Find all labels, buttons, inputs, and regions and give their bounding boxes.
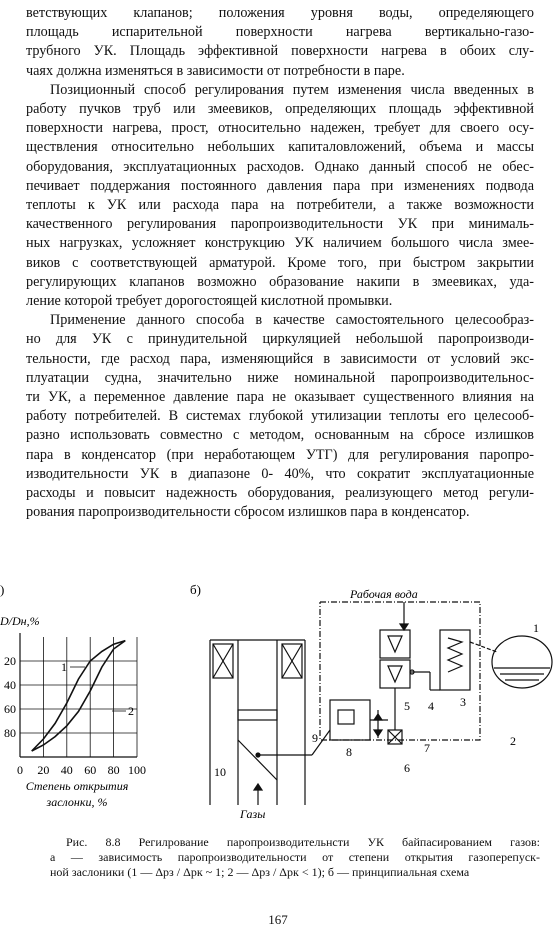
curve-label-2: 2 (128, 704, 134, 718)
text-line: ных нагрузках, усложняет конструкцию УК наличием большого числа змее- (26, 235, 534, 252)
x-tick-label: 80 (107, 763, 120, 777)
actuator-8 (330, 700, 370, 740)
text-line: оборудования, эксплуатационных расходов. Однако данный способ не обес- (26, 158, 534, 175)
damper-flap (238, 740, 277, 780)
text-line: трубного УК. Площадь эффективной поверхности нагрева в обоих слу- (26, 43, 534, 60)
callout-5: 5 (404, 699, 410, 713)
text-line: но для УК с принудительной циркуляцией небольшой паропроизводи- (26, 331, 534, 348)
text-line: работу пучков труб или змеевиков, определяющих площадь эффективной (26, 101, 534, 118)
callout-7: 7 (424, 741, 430, 755)
callout-1: 1 (533, 621, 539, 635)
gas-arrow-icon (254, 784, 262, 790)
callout-8: 8 (346, 745, 352, 759)
callout-2: 2 (510, 734, 516, 748)
text-line: изводительности УК в диапазоне 0- 40%, что сократит эксплуатационные (26, 465, 534, 482)
regulator-5-bottom (380, 660, 410, 688)
text-line: разно использовать совместно с методом, основанным на сбросе излишков (26, 427, 534, 444)
text-line: печивает поддержания постоянного давления пара при изменениях подвода (26, 177, 534, 194)
caption-line: а — зависимость паропроизводительности от степени открытия газоперепуск- (50, 850, 540, 864)
caption-line: ной заслоники (1 — Δpз / Δpк ~ 1; 2 — Δpз / Δpк < 1); б — принципиальная схема (50, 865, 470, 879)
text-line: работу потребителей. В системах глубокой утилизации теплоты его целесооб- (26, 408, 534, 425)
figure-svg (0, 580, 556, 830)
text-line: тельности, где расход пара, изменяющийся в зависимости от условий экс- (26, 350, 534, 367)
panel-a-ylabel: D/Dн,% (0, 614, 40, 628)
y-tick-label: 80 (4, 726, 16, 740)
callout-4: 4 (428, 699, 434, 713)
panel-a-xlabel-2: заслонки, % (46, 795, 108, 809)
curve-label-1: 1 (61, 660, 67, 674)
callout-9: 9 (312, 731, 318, 745)
callout-10: 10 (214, 765, 226, 779)
panel-b-top-label: Рабочая вода (350, 587, 418, 601)
text-line: Применение данного способа в качестве самостоятельного целесообраз- (50, 312, 534, 329)
text-line: пара в конденсатор (при неработающем УТГ) для регулирования паропро- (26, 446, 534, 463)
figure-8-8 (0, 580, 556, 830)
panel-a-xlabel-1: Степень открытия (25, 779, 129, 793)
x-tick-label: 100 (128, 763, 146, 777)
text-line: поверхности нагрева, прост, относительно надежен, требует для своего осу- (26, 120, 534, 137)
y-tick-label: 20 (4, 654, 16, 668)
text-line: ветствующих клапанов; положения уровня воды, определяющего (26, 5, 534, 21)
panel-b-label: б) (190, 582, 201, 597)
panel-a-label: ) (0, 582, 5, 597)
text-line: плуатации судна, значительно ниже номинальной паропроизводительнос- (26, 369, 534, 386)
text-line: ществления относительно небольших капиталовложений, объема и массы (26, 139, 534, 156)
text-line: площадь испарительной поверхности нагрева вертикально-газо- (26, 24, 534, 41)
callout-3: 3 (460, 695, 466, 709)
x-tick-label: 0 (17, 763, 23, 777)
text-line: рования паропроизводительности сбросом излишков пара в конденсатор. (26, 504, 470, 521)
damper (238, 710, 277, 720)
body-text (26, 4, 534, 522)
series-line-2 (32, 641, 126, 751)
text-line: Позиционный способ регулирования путем изменения числа введенных в (50, 81, 534, 98)
text-line: ление которой требует дорогостоящей кислотной промывки. (26, 293, 393, 310)
x-tick-label: 40 (60, 763, 73, 777)
text-line: чаях должна изменяться в зависимости от потребности в паре. (26, 62, 405, 79)
sensor-3 (440, 630, 470, 690)
text-line: расходы и повысит надежность оборудования, реализующего метод регули- (26, 485, 534, 502)
panel-b-bottom-label: Газы (240, 807, 266, 821)
x-tick-label: 60 (84, 763, 97, 777)
text-line: ти УК, а переменное давление пара не оказывает существенного влияния на (26, 389, 534, 406)
y-tick-label: 60 (4, 702, 16, 716)
figure-caption (50, 835, 540, 880)
text-line: регулирующих клапанов возможно образование накипи в змеевиках, уда- (26, 273, 534, 290)
caption-line: Рис. 8.8 Регилрование паропроизводительнсти УК байпасированием газов: (66, 835, 540, 849)
chart-a (4, 633, 146, 777)
text-line: виков с соответствующей арматурой. Кроме того, при быстром закрытии (26, 254, 534, 271)
regulator-5-top (380, 630, 410, 658)
series-line-1 (32, 641, 126, 751)
callout-6: 6 (404, 761, 410, 775)
text-line: качественного регулирования паропроизводительности УК при минималь- (26, 216, 534, 233)
page-number: 167 (268, 912, 288, 927)
water-arrow-icon (400, 624, 408, 630)
schematic-diagram (210, 602, 552, 805)
y-tick-label: 40 (4, 678, 16, 692)
x-tick-label: 20 (37, 763, 50, 777)
text-line: теплоты к УК или расхода пара на потребители, а также возможности (26, 197, 534, 214)
